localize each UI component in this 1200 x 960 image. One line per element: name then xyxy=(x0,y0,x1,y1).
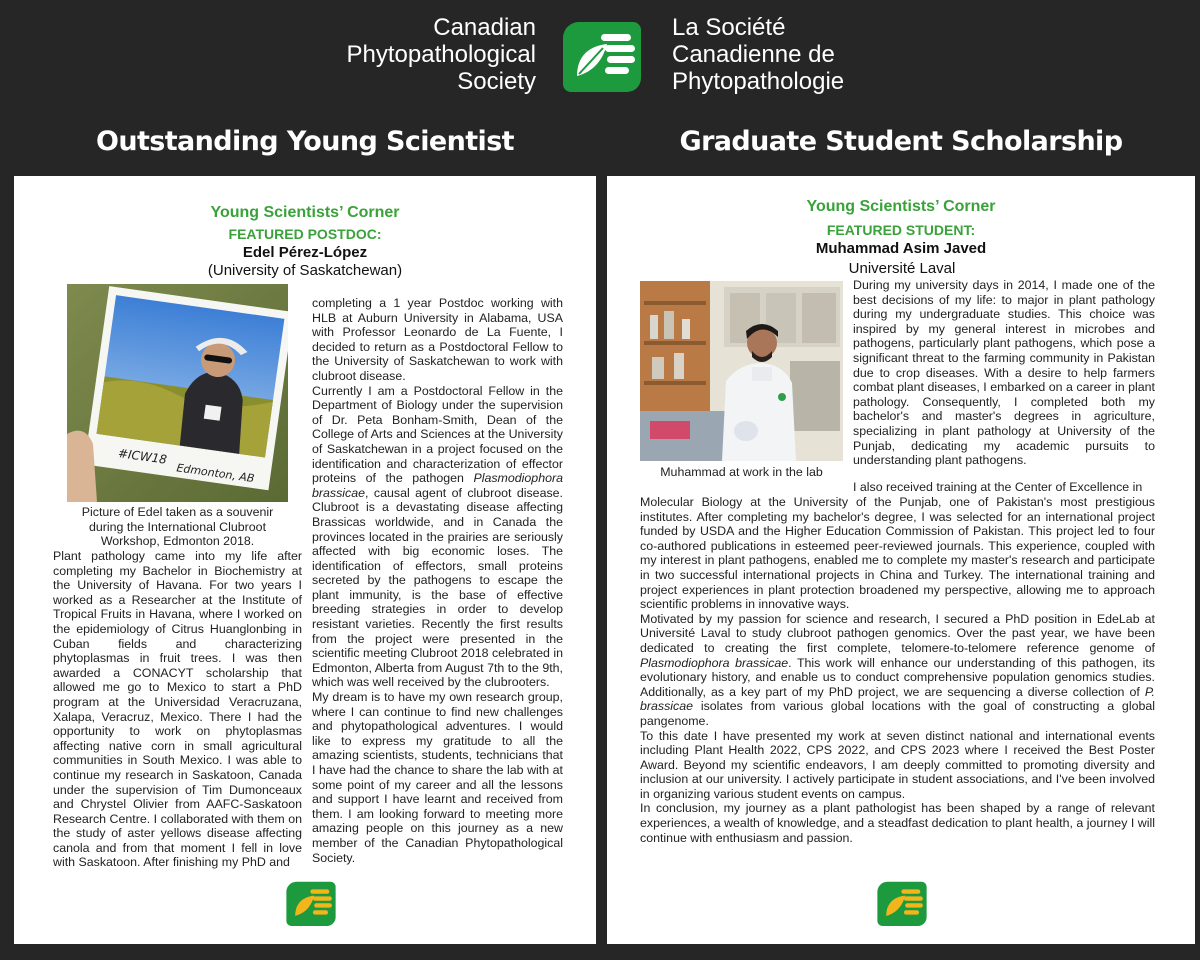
p3-part-c: isolates from various global locations with the goal of constructing a global pangenome. xyxy=(640,699,1155,728)
col2-p2-species: Plasmodiophora brassicae xyxy=(312,471,563,500)
corner-title: Young Scientists’ Corner xyxy=(806,198,996,215)
caption-line-1: Picture of Edel taken as a souvenir xyxy=(81,505,274,519)
featured-label: FEATURED STUDENT: xyxy=(826,222,976,238)
cps-logo-icon xyxy=(563,16,641,92)
french-name-line-2: Canadienne de xyxy=(672,41,835,68)
left-column-1-text: Plant pathology came into my life after completing my Bachelor in Biochemistry at the University of Havana. For two years I worked as a Researcher at the Institute of Tropical Fruits in Havana, where I worked on the epidemiology of Citrus Huanglonbing in Cuban fields and characterizing phytoplasmas in fruit trees. I was then awarded a CONACYT scholarship that allowed me go to Mexico to start a PhD program at the Universidad Veracruzana, Xalapa, Veracruz, Mexico. There I had the opportunity to work on phytoplasmas affecting native corn in small agricultural communities in South Mexico. I was able to continue my research in Saskatoon, Canada under the supervision of Tim Dumonceaux and Chrystel Olivier from AAFC-Saskatoon Research Centre. I collaborated with them on the study of aster yellows disease affecting canola and from that moment I fell in love with Saskatoon. After finishing my PhD and xyxy=(53,549,302,870)
institution: Université Laval xyxy=(848,260,956,277)
english-name-line-2: Phytopathological xyxy=(346,41,536,68)
paragraph-3 xyxy=(640,612,1155,729)
corner-title: Young Scientists’ Corner xyxy=(210,204,400,221)
right-intro-text: During my university days in 2014, I made one of the best decisions of my life: to major in plant pathology during my undergraduate studies. This choice was inspired by my general interest in microbes and pathogens, particularly plant pathogens, which pose a significant threat to the farming community in Pakistan due to crop diseases. With a desire to help farmers combat plant diseases, I embarked on a career in plant pathology. Consequently, I completed both my bachelor's and master's degrees in agriculture, specializing in plant pathology at University of the Punjab, dedicating my academic pursuits to understanding plant pathogens. xyxy=(853,278,1155,468)
caption-line-3: Workshop, Edmonton 2018. xyxy=(100,534,255,549)
p3-part-a: Motivated by my passion for science and research, I secured a PhD position in EdeLab at Université Laval to study clubroot pathogen genomics. Over the past year, we have been dedicated to creating the first complete, telomere-to-telomere reference genome of xyxy=(640,611,1155,655)
photo-caption xyxy=(67,505,288,549)
left-article-panel xyxy=(14,176,596,944)
photo-sign-tag: #ICW18 xyxy=(117,446,168,467)
paragraph-2: Molecular Biology at the University of the Punjab, one of Pakistan's most prestigious institutes. After completing my bachelor's degree, I was selected for an international project funded by USDA and the Higher Education Commission of Pakistan. This project led to four co-authored publications in esteemed peer-reviewed journals. This experience, coupled with my interest in plant pathogens, enabled me to complete my master's research and participate in two successful international projects in China and Turkey. The international training and project experiences in plant protection broadened my perspective, allowing me to approach scientific problems in innovative ways. xyxy=(640,495,1155,612)
right-section-title: Graduate Student Scholarship xyxy=(679,126,1123,157)
featured-label: FEATURED POSTDOC: xyxy=(228,226,382,242)
person-name: Edel Pérez-López xyxy=(242,244,368,261)
right-article-panel xyxy=(607,176,1195,944)
cps-footer-logo-icon xyxy=(286,878,336,926)
french-name-line-3: Phytopathologie xyxy=(672,68,845,95)
society-name-english xyxy=(340,14,536,95)
left-section-title: Outstanding Young Scientist xyxy=(95,126,514,157)
col2-paragraph-2 xyxy=(312,384,563,690)
society-name-french xyxy=(672,14,912,95)
col2-paragraph-1: completing a 1 year Postdoc working with HLB at Auburn University in Alabama, USA with Professor Leonardo de La Fuente, I decided to return as a Postdoctoral Fellow to the University of Saskatchewan to work with clubroot disease. xyxy=(312,296,563,383)
photo-sign-location: Edmonton, AB xyxy=(175,461,256,486)
right-paragraph-2-lead: I also received training at the Center of Excellence in xyxy=(853,480,1143,494)
muhammad-lab-photo xyxy=(640,281,843,461)
paragraph-5: In conclusion, my journey as a plant pathologist has been shaped by a range of relevant experiences, a wealth of knowledge, and a steadfast dedication to plant health, a journey I will continue with enthusiasm and passion. xyxy=(640,801,1155,845)
cps-footer-logo-icon xyxy=(877,878,927,926)
col2-paragraph-3: My dream is to have my own research group, where I can continue to find new challenges and phytopathological adventures. I would like to express my gratitude to all the amazing scientists, students, technicians that I have had the chance to share the lab with at some point of my career and all the lessons and support I have learnt and received from them. I am looking forward to meeting more amazing people on this journey as a new member of the Canadian Phytopathological Society. xyxy=(312,690,563,865)
left-column-2-text xyxy=(312,296,563,865)
person-name: Muhammad Asim Javed xyxy=(815,240,987,257)
right-body-text xyxy=(640,495,1155,845)
caption-line-2: during the International Clubroot xyxy=(88,519,267,534)
col2-p2-part-b: , causal agent of clubroot disease. Clubroot is a devastating disease affecting Brassicas worldwide, and in Canada the provinces located in the prairies are seriously affected with big economic loses. The identification of effectors, small proteins secreted by the pathogens to escape the plant immunity, is the base of effective breeding strategies in order to develop resistant varieties. Recently the first results from the project were presented in the scientific meeting Clubroot 2018 celebrated in Edmonton, Alberta from August 7th to the 9th, which was well received by the clubrooters. xyxy=(312,485,563,690)
paragraph-4: To this date I have presented my work at seven distinct national and international events including Plant Health 2022, CPS 2022, and CPS 2023 where I received the Best Poster Award. Beyond my scientific endeavors, I am deeply committed to promoting diversity and inclusion at our university. I actively participate in student associations, and I've been involved in organizing various student events on campus. xyxy=(640,728,1155,801)
english-name-line-3: Society xyxy=(457,68,536,95)
p3-species-full: Plasmodiophora brassicae xyxy=(640,655,789,670)
french-name-line-1: La Société xyxy=(672,14,786,41)
p3-part-b: . This work will enhance our understanding of this pathogen, its evolutionary history, and enable us to conduct comprehensive population genomics studies. Additionally, as a key part of my PhD project, we are sequencing a diverse collection of xyxy=(640,655,1155,699)
p3-species-short: P. brassicae xyxy=(640,684,1155,714)
english-name-line-1: Canadian xyxy=(433,14,536,41)
photo-caption: Muhammad at work in the lab xyxy=(660,465,823,479)
col2-p2-part-a: Currently I am a Postdoctoral Fellow in the Department of Biology under the supervision of Dr. Peta Bonham-Smith, Dean of the College of Arts and Sciences at the University of Saskatchewan in a project focused on the identification and characterization of effector proteins of the pathogen xyxy=(312,383,563,486)
edel-photo xyxy=(67,284,288,502)
institution: (University of Saskatchewan) xyxy=(207,262,403,279)
